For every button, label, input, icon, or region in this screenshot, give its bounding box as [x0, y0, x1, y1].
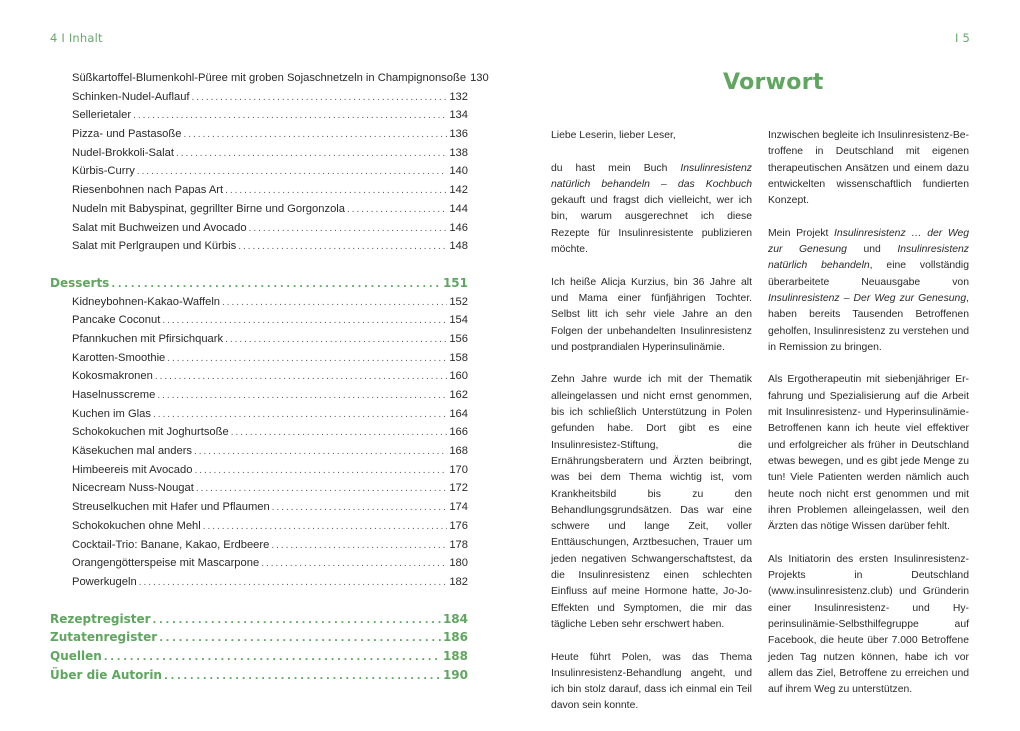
toc-entry[interactable]: [50, 479, 468, 498]
toc-entry-title: Pancake Coconut: [72, 314, 161, 327]
toc-entry-title: Schokokuchen mit Joghurtsoße: [72, 426, 229, 439]
table-of-contents: [50, 69, 489, 684]
toc-page-number: 164: [449, 407, 468, 420]
toc-entry-title: Pizza- und Pastasoße: [72, 128, 182, 141]
toc-page-number: 140: [449, 165, 468, 178]
toc-leader-dots: [159, 630, 441, 649]
toc-page-number: 132: [449, 90, 468, 103]
toc-page-number: 144: [449, 202, 468, 215]
toc-page-number: 166: [449, 426, 468, 439]
toc-leader-dots: [183, 126, 447, 145]
toc-page-number: 188: [442, 648, 468, 663]
toc-section[interactable]: [50, 610, 468, 629]
toc-entry[interactable]: [50, 106, 468, 125]
toc-entry-title: Rezeptregister: [50, 611, 151, 626]
toc-leader-dots: [167, 350, 447, 369]
book-title: Insulinresistenz natürlich behandeln – das Kochbuch: [551, 162, 752, 190]
toc-page-number: 178: [449, 538, 468, 551]
toc-leader-dots: [192, 89, 448, 108]
toc-entry-title: Nudel-Brokkoli-Salat: [72, 146, 174, 159]
toc-entry-title: Käsekuchen mal anders: [72, 445, 193, 458]
toc-entry[interactable]: [50, 405, 468, 424]
paragraph: du hast mein Buch Insulinresistenz natürlich behandeln – das Kochbuch gekauft und fragst dich vielleicht, wer ich bin, warum ausgerechnet ich diese Rezepte für Insulinresistente publizieren möchte.: [551, 162, 752, 256]
left-page-contents: [0, 0, 510, 720]
paragraph: Ich heiße Alicja Kurzius, bin 36 Jahre alt und Mama einer fünfjährigen Tochter. Selbst litt ich sehr viele Jahre an den Folgen der unbehandelten Insulinresistenz und postprandialen Hyperinsulinämie.: [551, 276, 752, 353]
toc-entry[interactable]: [50, 349, 468, 368]
toc-entry-title: Über die Autorin: [50, 667, 162, 682]
page-title: Vorwort: [723, 70, 824, 95]
toc-entry[interactable]: [50, 573, 468, 592]
running-head-right: I 5: [955, 31, 970, 45]
toc-entry-title: Powerkugeln: [72, 575, 137, 588]
toc-leader-dots: [137, 163, 448, 182]
toc-entry[interactable]: [50, 125, 468, 144]
toc-entry-title: Kokosmakronen: [72, 370, 153, 383]
toc-leader-dots: [261, 555, 447, 574]
book-title: Insulinresistenz natürlich behandeln: [768, 244, 969, 272]
toc-entry[interactable]: [50, 386, 468, 405]
text-column-2: [768, 128, 969, 715]
toc-entry[interactable]: [50, 498, 468, 517]
toc-entry[interactable]: [50, 181, 468, 200]
toc-entry[interactable]: [50, 311, 468, 330]
toc-page-number: 176: [449, 519, 468, 532]
toc-desserts-group: [50, 293, 468, 592]
toc-entry-title: Pfannkuchen mit Pfirsichquark: [72, 332, 224, 345]
toc-leader-dots: [139, 574, 448, 593]
toc-entry-title: Streuselkuchen mit Hafer und Pflaumen: [72, 501, 270, 514]
toc-page-number: 156: [449, 332, 468, 345]
toc-entry-title: Himbeereis mit Avocado: [72, 463, 193, 476]
toc-leader-dots: [225, 182, 447, 201]
toc-page-number: 170: [449, 463, 468, 476]
toc-entry-title: Nicecream Nuss-Nougat: [72, 482, 194, 495]
toc-leader-dots: [347, 201, 447, 220]
toc-section-title: Desserts: [50, 275, 110, 290]
toc-entry-title: Salat mit Buchweizen und Avocado: [72, 221, 247, 234]
paragraph: Heute führt Polen, was das Thema Insulinresistenz-Behandlung angeht, und ich bin stolz darauf, dass ich einmal ein Teil davon sein konnte.: [551, 651, 752, 712]
toc-page-number: 136: [449, 128, 468, 141]
toc-entry-title: Haselnusscreme: [72, 389, 156, 401]
toc-entry[interactable]: [50, 69, 489, 88]
toc-entry[interactable]: [50, 442, 468, 461]
salutation: Liebe Leserin, lieber Leser,: [551, 130, 676, 141]
book-title: Insulinresistenz … der Weg zur Genesung: [768, 227, 970, 256]
toc-page-number: 162: [449, 389, 468, 401]
toc-leader-dots: [162, 312, 447, 331]
toc-entry[interactable]: [50, 330, 468, 349]
toc-page-number: 152: [449, 295, 468, 308]
toc-entry[interactable]: [50, 536, 468, 555]
toc-page-number: 190: [442, 667, 468, 682]
toc-leader-dots: [194, 462, 447, 481]
toc-leader-dots: [222, 294, 447, 313]
toc-entry-title: Kuchen im Glas: [72, 407, 151, 420]
toc-leader-dots: [155, 368, 447, 387]
toc-entry[interactable]: [50, 219, 468, 238]
toc-appendix-group: [50, 610, 468, 685]
toc-leader-dots: [238, 238, 447, 257]
toc-entry-title: Schokokuchen ohne Mehl: [72, 519, 201, 532]
toc-page-number: 142: [449, 184, 468, 197]
toc-entry[interactable]: [50, 367, 468, 386]
toc-entry[interactable]: [50, 88, 468, 107]
toc-page-number: 146: [449, 221, 468, 234]
toc-page-number: 174: [449, 501, 468, 514]
toc-entry[interactable]: [50, 144, 468, 163]
toc-leader-dots: [153, 612, 441, 631]
paragraph: Inzwischen begleite ich Insulinresistenz-Betroffene in Deutschland mit eigenen therapeutischen Ansätzen und einem dazu entwickelten wissenschaftlich fundierten Konzept.: [768, 130, 969, 207]
text-column-1: [551, 128, 752, 731]
running-head-left: 4 I Inhalt: [50, 31, 103, 45]
toc-entry-title: Cocktail-Trio: Banane, Kakao, Erdbeere: [72, 538, 270, 551]
paragraph: Zehn Jahre wurde ich mit der Thematik alleingelassen und nicht ernst genommen, bis ich schließlich Unterstützung in Polen gefunden habe. Dort gibt es eine Insulinresistez-Stiftung, die Ernährungsberatern und Ärzten beibringt, was bei dem Thema wichtig ist, vom Krankheitsbild bis zu den Behandlungsgrundsätzen. Das war eine schwere und lange Zeit, voller Enttäuschungen, Arztbesuchen, Trauer um jeden negativen Schwangerschaftstest, da die Insulinresistenz einen schlechten Einfluss auf meine Hormone hatte, Jo-Jo-Effekten und Symptomen, die mir das tägliche Leben sehr erschwert haben.: [551, 374, 752, 630]
toc-leader-dots: [133, 107, 447, 126]
toc-leader-dots: [225, 331, 447, 350]
toc-section-desserts[interactable]: [50, 274, 468, 293]
toc-entry-title: Süßkartoffel-Blumenkohl-Püree mit groben Sojaschnetzeln in Champignonsoße: [72, 72, 467, 84]
toc-leader-dots: [194, 443, 447, 462]
toc-leader-dots: [164, 668, 441, 687]
toc-leader-dots: [249, 220, 448, 239]
toc-entry-title: Riesenbohnen nach Papas Art: [72, 184, 224, 197]
toc-page-number: 148: [449, 240, 468, 253]
toc-section[interactable]: [50, 666, 468, 685]
toc-page-number: 134: [449, 109, 468, 122]
paragraph: Als Ergotherapeutin mit siebenjähriger Erfahrung und Spezialisierung auf die Arbeit mit Insulinresistenz- und Hyperinsulinämie-Betroffenen kann ich heute viel effektiver und erfolgreicher als früher in Deutschland etwas bewegen, und es gibt jede Menge zu tun! Viele Patienten werden nämlich auch heute noch nicht erst genommen und mit ihren Problemen alleingelassen, weil den Ärzten das nötige Wissen darüber fehlt.: [768, 374, 969, 533]
toc-entry-title: Orangengötterspeise mit Mascarpone: [72, 557, 260, 570]
toc-page-number: 182: [449, 575, 468, 588]
toc-section[interactable]: [50, 647, 468, 666]
toc-entry[interactable]: [50, 162, 468, 181]
paragraph: Mein Projekt Insulinresistenz … der Weg zur Genesung und Insulinresistenz natürlich behandeln, eine vollständig überarbeitete Neuausgabe von Insulinresistenz – Der Weg zur Genesung, haben bereits Tausenden Betroffenen geholfen, Insulinresistenz zu verstehen und in Remission zu bringen.: [768, 227, 970, 353]
toc-leader-dots: [272, 499, 448, 518]
toc-entry[interactable]: [50, 423, 468, 442]
toc-page-number: 130: [470, 72, 489, 84]
toc-main-dishes-group: [50, 69, 489, 256]
toc-page-number: 184: [442, 611, 468, 626]
toc-leader-dots: [271, 537, 447, 556]
toc-entry-title: Sellerietaler: [72, 109, 132, 122]
toc-leader-dots: [176, 145, 447, 164]
toc-leader-dots: [153, 406, 447, 425]
paragraph: Als Initiatorin des ersten Insulinresistenz-Projekts in Deutschland (www.insulinresistenz.club) und Gründerin einer Insulinresistenz- und Hyperinsulinämie-Selbsthilfegruppe auf Facebook, die heute über 7.000 Betroffene jeden Tag nutzen können, habe ich vor allem das Ziel, Betroffene zu erreichen und auf ihrem Weg zu unterstützen.: [768, 553, 969, 696]
toc-leader-dots: [196, 480, 447, 499]
toc-entry-title: Kidneybohnen-Kakao-Waffeln: [72, 295, 221, 308]
toc-leader-dots: [231, 424, 448, 443]
toc-entry-title: Karotten-Smoothie: [72, 351, 166, 364]
toc-entry-title: Kürbis-Curry: [72, 165, 135, 178]
toc-page-number: 158: [449, 351, 468, 364]
toc-page-number: 138: [449, 146, 468, 159]
toc-page-number: 154: [449, 314, 468, 327]
book-title: Insulinresistenz – Der Weg zur Genesung: [768, 292, 967, 304]
toc-entry-title: Salat mit Perlgraupen und Kürbis: [72, 240, 237, 253]
toc-page-number: 180: [449, 557, 468, 570]
toc-entry-title: Nudeln mit Babyspinat, gegrillter Birne und Gorgonzola: [72, 202, 346, 215]
toc-entry[interactable]: [50, 461, 468, 480]
toc-page-number: 151: [442, 275, 468, 290]
toc-leader-dots: [203, 518, 448, 537]
toc-page-number: 160: [449, 370, 468, 383]
toc-entry[interactable]: [50, 200, 468, 219]
toc-page-number: 172: [449, 482, 468, 495]
toc-entry[interactable]: [50, 554, 468, 573]
toc-entry[interactable]: [50, 293, 468, 312]
toc-entry[interactable]: [50, 237, 468, 256]
toc-page-number: 186: [442, 630, 468, 645]
toc-entry-title: Quellen: [50, 648, 102, 663]
toc-page-number: 168: [449, 445, 468, 458]
right-page-vorwort: [510, 0, 1020, 720]
toc-entry[interactable]: [50, 517, 468, 536]
toc-leader-dots: [157, 387, 447, 406]
toc-section[interactable]: [50, 628, 468, 647]
toc-entry-title: Zutatenregister: [50, 630, 158, 645]
toc-entry-title: Schinken-Nudel-Auflauf: [72, 90, 190, 103]
